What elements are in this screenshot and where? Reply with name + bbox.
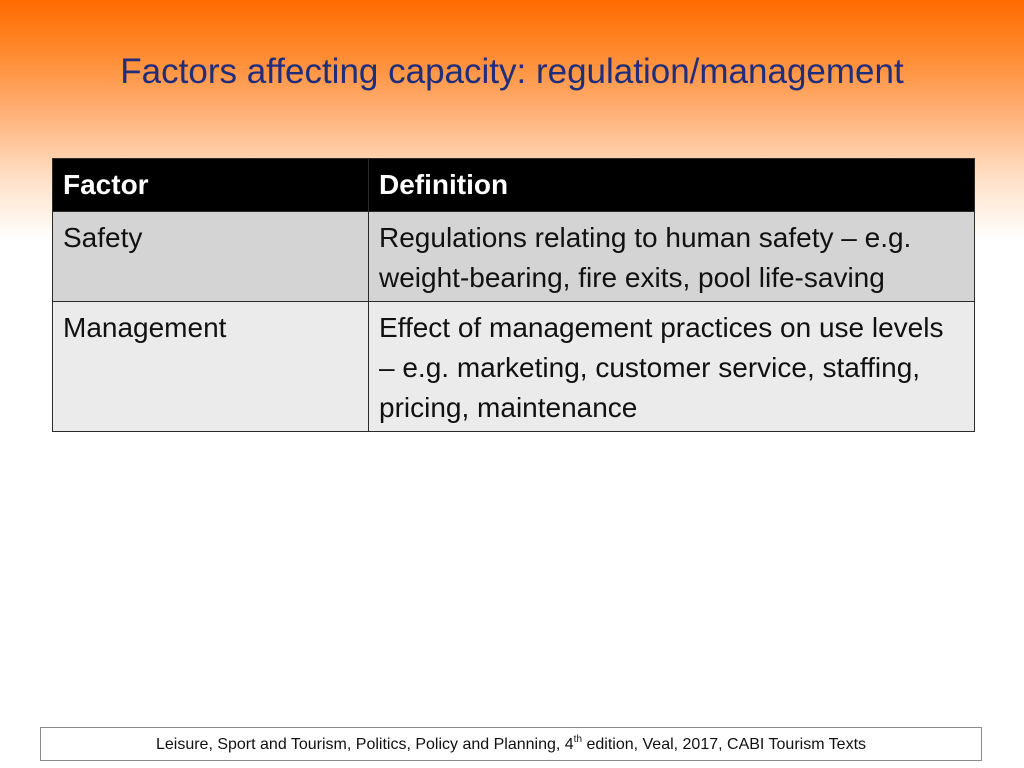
column-header-definition: Definition bbox=[369, 159, 975, 212]
citation-footer bbox=[40, 727, 982, 761]
citation-superscript: th bbox=[573, 733, 583, 745]
cell-definition: Effect of management practices on use levels – e.g. marketing, customer service, staffing, pricing, maintenance bbox=[369, 302, 975, 432]
citation-text-end: edition, Veal, 2017, CABI Tourism Texts bbox=[582, 736, 867, 753]
column-header-factor: Factor bbox=[53, 159, 369, 212]
table-header-row bbox=[53, 159, 975, 212]
citation-text: Leisure, Sport and Tourism, Politics, Policy and Planning, 4 bbox=[155, 736, 574, 753]
cell-factor: Safety bbox=[53, 212, 369, 302]
cell-factor: Management bbox=[53, 302, 369, 432]
slide-title: Factors affecting capacity: regulation/management bbox=[120, 52, 904, 91]
factors-table bbox=[52, 158, 975, 432]
table-row bbox=[53, 212, 975, 302]
table-row bbox=[53, 302, 975, 432]
cell-definition: Regulations relating to human safety – e.g. weight-bearing, fire exits, pool life-saving bbox=[369, 212, 975, 302]
